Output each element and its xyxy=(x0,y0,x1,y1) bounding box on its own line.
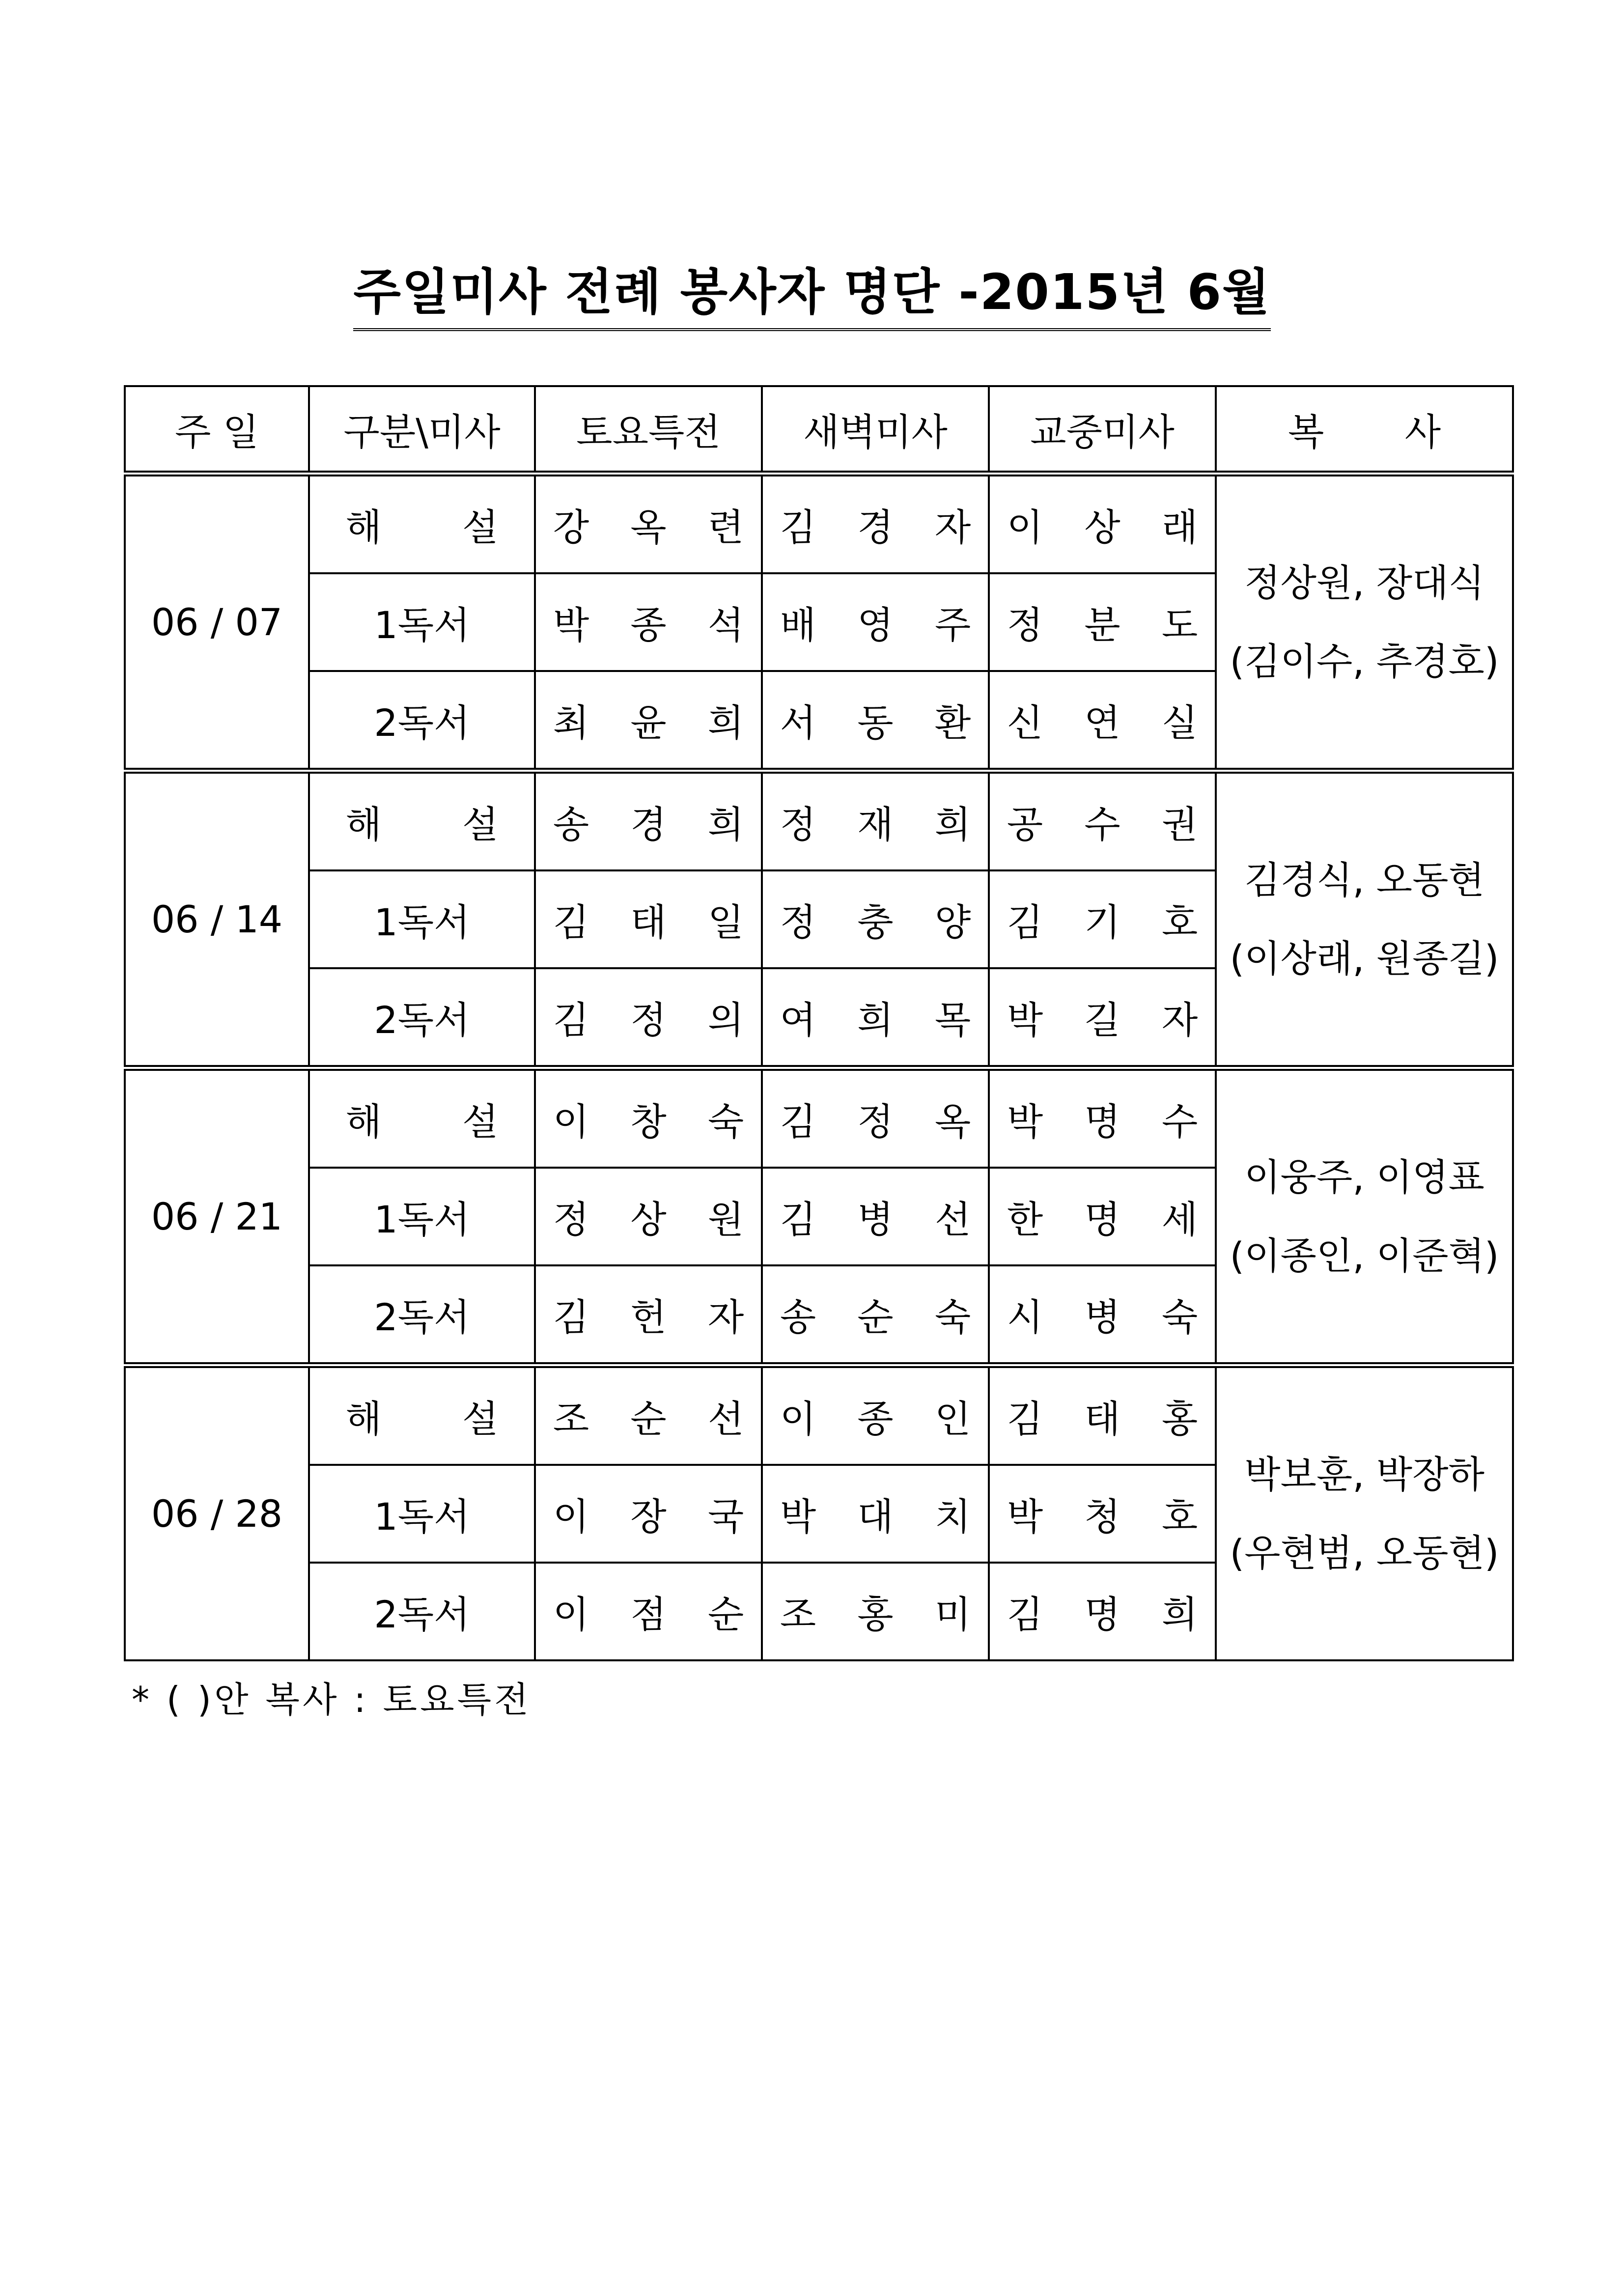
header-saturday-mass: 토요특전 xyxy=(535,386,762,474)
dawn-reader: 정 충 양 xyxy=(762,870,989,968)
role-label: 해 설 xyxy=(309,1068,535,1168)
footnote: * ( )안 복사 : 토요특전 xyxy=(132,1679,532,1720)
dawn-reader: 여 희 목 xyxy=(762,968,989,1068)
table-row xyxy=(125,474,1513,573)
role-label: 1독서 xyxy=(309,1465,535,1563)
page-title-text: 주일미사 전례 봉사자 명단 -2015년 6월 xyxy=(353,260,1270,331)
saturday-reader: 박 종 석 xyxy=(535,573,762,671)
saturday-reader: 송 경 희 xyxy=(535,771,762,870)
week-block xyxy=(125,1068,1513,1365)
week-block xyxy=(125,474,1513,771)
role-label: 해 설 xyxy=(309,1365,535,1465)
servers-main: 박보훈, 박장하 xyxy=(1244,1452,1484,1496)
week-block xyxy=(125,771,1513,1068)
dawn-reader: 김 정 옥 xyxy=(762,1068,989,1168)
main-reader: 이 상 래 xyxy=(989,474,1216,573)
roster-table xyxy=(124,385,1514,1661)
header-week: 주 일 xyxy=(125,386,309,474)
table-row xyxy=(125,1365,1513,1465)
saturday-reader: 김 정 의 xyxy=(535,968,762,1068)
servers-main: 이웅주, 이영표 xyxy=(1244,1155,1484,1199)
header-dawn-mass: 새벽미사 xyxy=(762,386,989,474)
main-reader: 신 연 실 xyxy=(989,671,1216,771)
dawn-reader: 조 홍 미 xyxy=(762,1563,989,1660)
servers-saturday: (이종인, 이준혁) xyxy=(1230,1233,1499,1278)
role-label: 1독서 xyxy=(309,1168,535,1265)
main-reader: 김 태 홍 xyxy=(989,1365,1216,1465)
altar-servers xyxy=(1216,1068,1513,1365)
main-reader: 한 명 세 xyxy=(989,1168,1216,1265)
main-reader: 김 명 희 xyxy=(989,1563,1216,1660)
week-date: 06 / 21 xyxy=(125,1068,309,1365)
dawn-reader: 이 종 인 xyxy=(762,1365,989,1465)
dawn-reader: 배 영 주 xyxy=(762,573,989,671)
saturday-reader: 김 태 일 xyxy=(535,870,762,968)
role-label: 2독서 xyxy=(309,671,535,771)
role-label: 해 설 xyxy=(309,474,535,573)
dawn-reader: 김 병 선 xyxy=(762,1168,989,1265)
saturday-reader: 정 상 원 xyxy=(535,1168,762,1265)
altar-servers xyxy=(1216,1365,1513,1660)
main-reader: 시 병 숙 xyxy=(989,1265,1216,1365)
main-reader: 공 수 권 xyxy=(989,771,1216,870)
main-reader: 박 청 호 xyxy=(989,1465,1216,1563)
header-main-mass: 교중미사 xyxy=(989,386,1216,474)
saturday-reader: 조 순 선 xyxy=(535,1365,762,1465)
saturday-reader: 최 윤 희 xyxy=(535,671,762,771)
header-row xyxy=(125,386,1513,474)
role-label: 2독서 xyxy=(309,968,535,1068)
roster-header xyxy=(125,386,1513,474)
week-date: 06 / 14 xyxy=(125,771,309,1068)
saturday-reader: 이 장 국 xyxy=(535,1465,762,1563)
dawn-reader: 정 재 희 xyxy=(762,771,989,870)
page-title xyxy=(0,260,1624,331)
dawn-reader: 서 동 환 xyxy=(762,671,989,771)
main-reader: 김 기 호 xyxy=(989,870,1216,968)
altar-servers xyxy=(1216,474,1513,771)
header-category: 구분\미사 xyxy=(309,386,535,474)
servers-saturday: (김이수, 추경호) xyxy=(1230,639,1499,683)
altar-servers xyxy=(1216,771,1513,1068)
servers-saturday: (이상래, 원종길) xyxy=(1230,936,1499,980)
role-label: 해 설 xyxy=(309,771,535,870)
role-label: 1독서 xyxy=(309,870,535,968)
dawn-reader: 김 경 자 xyxy=(762,474,989,573)
role-label: 1독서 xyxy=(309,573,535,671)
week-date: 06 / 28 xyxy=(125,1365,309,1660)
saturday-reader: 이 창 숙 xyxy=(535,1068,762,1168)
header-altar-servers: 복 사 xyxy=(1216,386,1513,474)
saturday-reader: 김 헌 자 xyxy=(535,1265,762,1365)
dawn-reader: 송 순 숙 xyxy=(762,1265,989,1365)
saturday-reader: 이 점 순 xyxy=(535,1563,762,1660)
main-reader: 정 분 도 xyxy=(989,573,1216,671)
week-block xyxy=(125,1365,1513,1660)
dawn-reader: 박 대 치 xyxy=(762,1465,989,1563)
main-reader: 박 명 수 xyxy=(989,1068,1216,1168)
saturday-reader: 강 옥 련 xyxy=(535,474,762,573)
role-label: 2독서 xyxy=(309,1265,535,1365)
main-reader: 박 길 자 xyxy=(989,968,1216,1068)
servers-main: 정상원, 장대식 xyxy=(1244,560,1484,605)
table-row xyxy=(125,771,1513,870)
role-label: 2독서 xyxy=(309,1563,535,1660)
week-date: 06 / 07 xyxy=(125,474,309,771)
table-row xyxy=(125,1068,1513,1168)
servers-main: 김경식, 오동현 xyxy=(1244,858,1484,902)
servers-saturday: (우현범, 오동현) xyxy=(1230,1531,1499,1575)
